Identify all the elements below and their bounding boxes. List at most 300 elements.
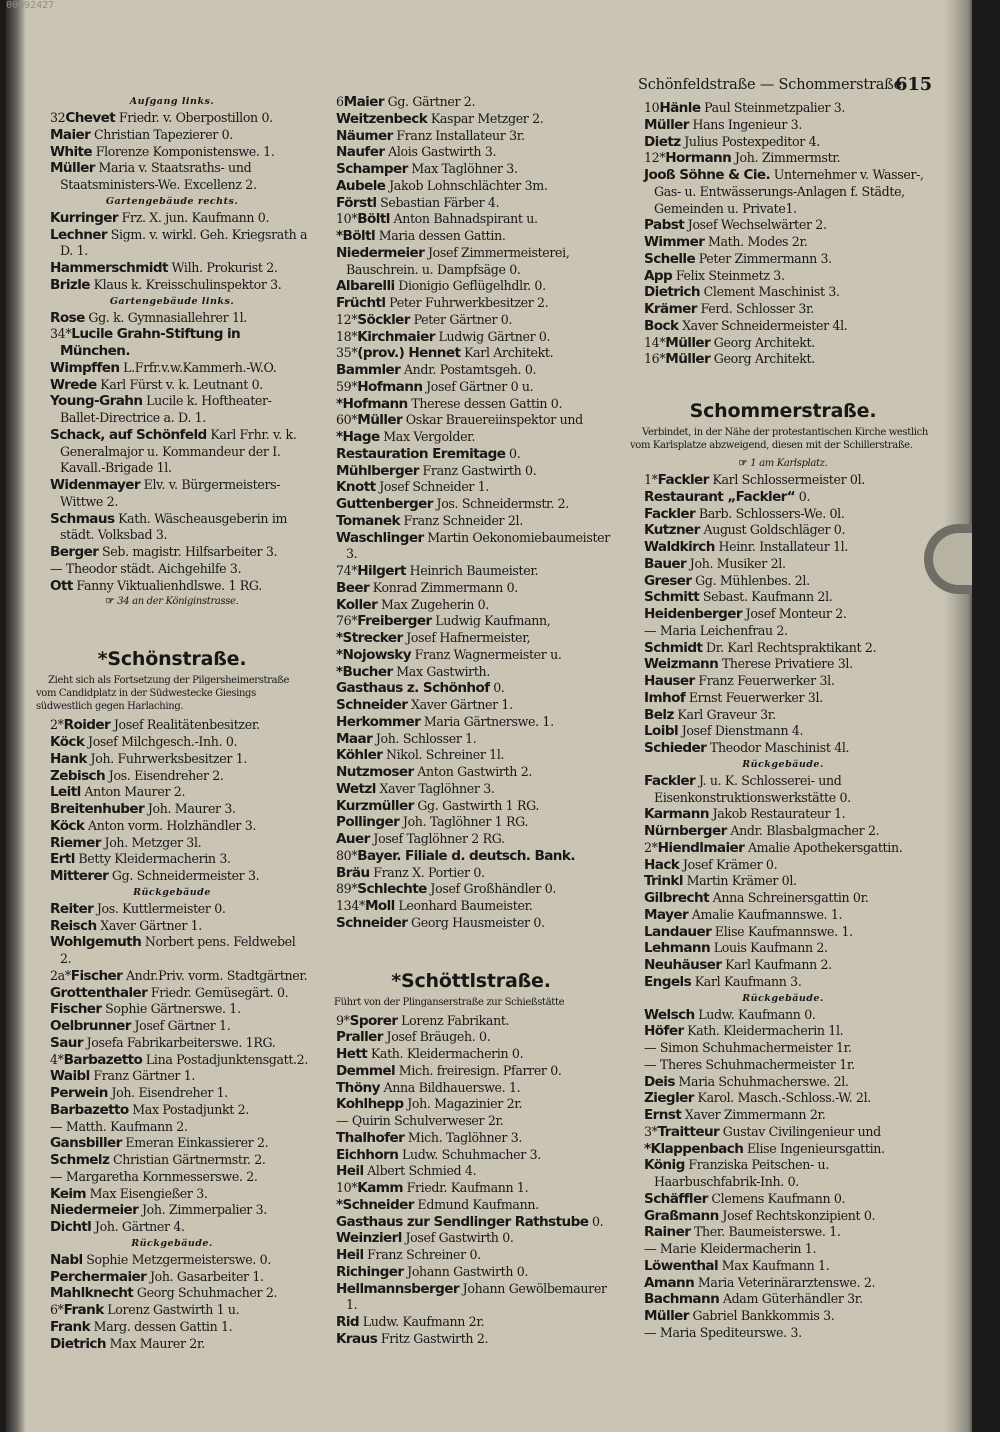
resident-name: Chevet	[65, 110, 116, 126]
directory-entry	[36, 1085, 308, 1102]
resident-details: — Maria Leichenfrau 2.	[644, 622, 788, 638]
house-number: 10*	[336, 1180, 358, 1195]
resident-name: *Schneider	[336, 1196, 414, 1213]
directory-entry	[630, 690, 936, 707]
house-number: 35*	[336, 345, 358, 361]
resident-name: Koller	[336, 596, 378, 613]
resident-name: Maier	[50, 126, 91, 143]
resident-details: Friedr. Kaufmann 1.	[406, 1180, 529, 1195]
resident-details: 0.	[509, 445, 521, 461]
directory-entry	[36, 1152, 308, 1169]
resident-name: Fischer	[50, 1001, 102, 1018]
resident-details: Kath. Kleidermacherin 1l.	[687, 1023, 844, 1039]
resident-details: — Theodor städt. Aichgehilfe 3.	[50, 560, 242, 576]
resident-details: Max Maurer 2r.	[109, 1335, 205, 1351]
directory-entry	[36, 110, 308, 127]
directory-entry	[630, 251, 936, 268]
resident-name: Müller	[665, 351, 711, 368]
resident-details: Josefa Fabrikarbeiterswe. 1RG.	[86, 1034, 276, 1050]
resident-name: Gasthaus z. Schönhof	[336, 680, 490, 697]
directory-entry	[322, 747, 620, 764]
resident-name: Loibl	[644, 723, 679, 740]
directory-entry	[322, 1113, 620, 1130]
resident-name: Bammler	[336, 362, 401, 378]
resident-details: Konrad Zimmermann 0.	[372, 579, 518, 595]
directory-entry	[630, 167, 936, 217]
resident-name: Ernst	[644, 1107, 682, 1123]
directory-entry	[36, 544, 308, 561]
resident-name: Amann	[644, 1274, 695, 1291]
directory-entry	[630, 623, 936, 640]
resident-name: Kamm	[357, 1180, 403, 1196]
resident-details: Franziska Peitschen- u. Haarbuschfabrik-Inh. 0.	[654, 1157, 829, 1189]
resident-details: Norbert pens. Feldwebel 2.	[60, 934, 296, 966]
directory-entry	[36, 1285, 308, 1302]
resident-details: Josef Rechtskonzipient 0.	[722, 1207, 876, 1223]
directory-entry	[630, 472, 936, 489]
resident-name: Fackler	[644, 772, 696, 789]
resident-details: L.Frfr.v.w.Kammerh.-W.O.	[123, 359, 277, 375]
resident-name: Schmaus	[50, 510, 115, 527]
resident-details: Clement Maschinist 3.	[703, 284, 840, 300]
page-edge	[944, 0, 972, 1432]
resident-name: Schlechte	[357, 881, 427, 898]
resident-details: Jos. Eisendreher 2.	[108, 767, 224, 783]
directory-entry	[630, 1023, 936, 1040]
resident-name: Gilbrecht	[644, 890, 709, 906]
resident-details: Xaver Gärtner 1.	[411, 697, 513, 712]
house-number: 4*	[50, 1051, 64, 1067]
directory-entry	[36, 1068, 308, 1085]
directory-entry	[322, 530, 620, 564]
resident-name: Fackler	[657, 472, 709, 488]
directory-entry	[630, 873, 936, 890]
directory-entry	[36, 561, 308, 578]
resident-name: Dichtl	[50, 1219, 92, 1235]
directory-entry	[36, 310, 308, 327]
page-number: 615	[895, 74, 932, 95]
resident-name: Pabst	[644, 217, 685, 234]
directory-entry	[630, 335, 936, 352]
resident-name: Weizmann	[644, 656, 719, 673]
section-subheading: Aufgang links.	[129, 96, 215, 107]
resident-name: *Bucher	[336, 663, 393, 680]
directory-entry	[322, 396, 620, 413]
directory-entry	[36, 1119, 308, 1136]
directory-entry	[630, 301, 936, 318]
resident-details: Betty Kleidermacherin 3.	[78, 851, 231, 867]
directory-entry	[630, 284, 936, 301]
resident-details: Florenze Komponistenswe. 1.	[95, 143, 275, 159]
spacer	[36, 610, 308, 636]
resident-name: Lehmann	[644, 940, 711, 957]
directory-entry	[322, 764, 620, 781]
directory-entry	[36, 1035, 308, 1052]
directory-entry	[36, 1252, 308, 1269]
house-number: 12*	[336, 311, 358, 327]
directory-entry	[630, 840, 936, 857]
resident-details: Maria Veterinärarztenswe. 2.	[697, 1274, 876, 1290]
resident-name: Fischer	[70, 967, 123, 984]
resident-name: Schamper	[336, 161, 408, 177]
resident-details: Jos. Kuttlermeister 0.	[96, 900, 226, 916]
resident-name: Sporer	[349, 1012, 398, 1029]
resident-details: Mich. freiresign. Pfarrer 0.	[398, 1062, 562, 1078]
resident-details: Maria v. Staatsraths- und Staatsministers-We. Excellenz 2.	[60, 160, 257, 192]
resident-details: Therese dessen Gattin 0.	[411, 395, 563, 411]
resident-details: Hans Ingenieur 3.	[692, 116, 802, 132]
resident-name: Kohlhepp	[336, 1096, 404, 1113]
resident-details: Karl Graveur 3r.	[677, 706, 776, 722]
directory-entry	[630, 606, 936, 623]
resident-details: Andr. Blasbalgmacher 2.	[730, 823, 880, 838]
directory-entry	[322, 781, 620, 798]
column-2	[322, 94, 620, 1348]
directory-entry	[630, 723, 936, 740]
resident-details: Gabriel Bankkommis 3.	[692, 1308, 835, 1323]
resident-details: Josef Wechselwärter 2.	[687, 217, 827, 233]
directory-entry	[322, 144, 620, 161]
resident-details: Franz Schneider 2l.	[403, 512, 523, 528]
directory-entry	[36, 127, 308, 144]
resident-name: Eichhorn	[336, 1146, 399, 1163]
directory-entry	[322, 831, 620, 848]
directory-entry	[322, 1331, 620, 1348]
section-subheading: Rückgebäude.	[131, 1237, 213, 1249]
house-number: 76*	[336, 613, 358, 629]
resident-name: Waschlinger	[336, 529, 424, 546]
directory-entry	[36, 968, 308, 985]
resident-details: Sophie Gärtnerswe. 1.	[105, 1001, 241, 1017]
directory-entry	[36, 1186, 308, 1203]
directory-entry	[630, 707, 936, 724]
directory-entry	[630, 134, 936, 151]
resident-name: Müller	[665, 334, 711, 351]
directory-entry	[322, 697, 620, 714]
directory-entry	[322, 463, 620, 480]
resident-name: Wimmer	[644, 234, 705, 250]
resident-name: Heil	[336, 1247, 364, 1263]
resident-name: Barbazetto	[63, 1051, 143, 1068]
resident-name: Schieder	[644, 740, 707, 756]
resident-name: Mühlberger	[336, 462, 419, 479]
resident-details: Jakob Restaurateur 1.	[712, 806, 846, 822]
directory-entry	[322, 178, 620, 195]
resident-name: Köck	[50, 817, 85, 834]
resident-details: Karl Kaufmann 3.	[694, 973, 802, 989]
resident-details: — Margaretha Kornmesserswe. 2.	[50, 1168, 258, 1184]
directory-entry	[36, 144, 308, 161]
resident-name: Hänle	[659, 100, 701, 116]
house-number: 6*	[50, 1302, 64, 1317]
resident-name: Hank	[50, 750, 87, 767]
resident-name: Neuhäuser	[644, 957, 722, 973]
resident-name: *Nojowsky	[336, 646, 411, 663]
resident-name: Kraus	[336, 1330, 378, 1347]
directory-entry	[322, 680, 620, 697]
directory-entry	[36, 227, 308, 261]
resident-name: Fackler	[644, 505, 696, 522]
street-description: Zieht sich als Fortsetzung der Pilgersheimerstraße vom Candidplatz in der Südwestecke Giesings südwestlich gegen Harlaching.	[36, 675, 290, 713]
resident-name: Pollinger	[336, 814, 400, 831]
resident-name: Waldkirch	[644, 539, 715, 555]
resident-name: Traitteur	[657, 1123, 720, 1140]
resident-details: 0.	[493, 680, 505, 696]
directory-entry	[630, 1074, 936, 1091]
resident-name: König	[644, 1157, 685, 1174]
directory-entry	[36, 1102, 308, 1119]
resident-name: Hammerschmidt	[50, 260, 168, 276]
resident-name: Hilgert	[357, 563, 406, 579]
directory-entry	[630, 1241, 936, 1258]
resident-name: Guttenberger	[336, 496, 433, 512]
directory-entry	[36, 835, 308, 852]
resident-name: Ott	[50, 577, 73, 594]
resident-details: Franz Gärtner 1.	[93, 1068, 196, 1084]
resident-details: Joh. Metzger 3l.	[104, 834, 202, 850]
resident-name: Belz	[644, 706, 674, 723]
resident-details: Oskar Brauereiinspektor und	[405, 412, 583, 428]
directory-entry	[322, 580, 620, 597]
resident-name: Deis	[644, 1073, 675, 1090]
resident-details: Martin Oekonomiebaumeister 3.	[346, 529, 610, 562]
directory-entry	[322, 479, 620, 496]
resident-name: Schäffler	[644, 1190, 708, 1207]
directory-entry	[36, 326, 308, 360]
directory-entry	[630, 957, 936, 974]
resident-name: Auer	[336, 831, 370, 847]
directory-entry	[322, 1096, 620, 1113]
resident-details: Frz. X. jun. Kaufmann 0.	[121, 209, 270, 225]
directory-entry	[630, 1208, 936, 1225]
resident-name: Schneider	[336, 697, 408, 713]
directory-entry	[630, 589, 936, 606]
resident-name: Karmann	[644, 806, 709, 823]
resident-details: Josef Großhändler 0.	[430, 881, 557, 897]
directory-entry	[36, 868, 308, 885]
resident-details: Max Gastwirth.	[396, 663, 490, 679]
resident-details: Maria dessen Gattin.	[378, 228, 506, 243]
directory-entry	[630, 1124, 936, 1141]
resident-details: — Theres Schuhmachermeister 1r.	[644, 1056, 855, 1072]
resident-details: Fanny Viktualienhdlswe. 1 RG.	[76, 577, 262, 593]
column-3	[630, 100, 936, 1342]
directory-entry	[36, 210, 308, 227]
directory-entry	[322, 362, 620, 379]
resident-details: Josef Monteur 2.	[745, 606, 847, 621]
resident-name: Niedermeier	[336, 244, 425, 261]
directory-entry	[322, 1080, 620, 1097]
directory-entry	[322, 429, 620, 446]
resident-name: Mayer	[644, 906, 689, 923]
directory-entry	[322, 1130, 620, 1147]
resident-name: White	[50, 143, 93, 160]
section-subheading: Gartengebäude rechts.	[105, 195, 239, 207]
resident-details: Anton Maurer 2.	[84, 784, 186, 800]
directory-entry	[322, 630, 620, 647]
directory-entry	[322, 412, 620, 429]
resident-details: Georg Architekt.	[713, 351, 815, 367]
resident-name: Schack, auf Schönfeld	[50, 426, 207, 443]
resident-name: Müller	[357, 412, 403, 429]
pointing-hand-icon: ☞	[738, 458, 751, 469]
directory-entry	[630, 150, 936, 167]
directory-entry	[630, 823, 936, 840]
directory-entry	[630, 806, 936, 823]
resident-name: Höfer	[644, 1023, 684, 1040]
directory-entry	[36, 1336, 308, 1353]
resident-details: Lorenz Gastwirth 1 u.	[107, 1302, 240, 1317]
directory-entry	[36, 784, 308, 801]
directory-entry	[322, 295, 620, 312]
directory-entry	[630, 100, 936, 117]
house-number: 10	[644, 100, 660, 115]
street-description: Führt von der Plinganserstraße zur Schießstätte	[334, 996, 565, 1008]
resident-details: Josef Krämer 0.	[682, 856, 778, 872]
resident-name: Berger	[50, 544, 99, 560]
resident-name: Praller	[336, 1029, 383, 1046]
directory-entry	[630, 1040, 936, 1057]
directory-entry	[322, 211, 620, 228]
resident-details: Joh. Musiker 2l.	[689, 555, 786, 571]
resident-details: Josef Bräugeh. 0.	[386, 1029, 491, 1045]
resident-details: Josef Schneider 1.	[379, 479, 490, 495]
directory-entry	[322, 1214, 620, 1231]
directory-entry	[630, 1224, 936, 1241]
resident-name: Freiberger	[357, 613, 432, 630]
resident-details: Karl Fürst v. k. Leutnant 0.	[100, 376, 263, 392]
house-number: 3*	[644, 1123, 658, 1139]
directory-entry	[630, 924, 936, 941]
resident-details: Amalie Apothekersgattin.	[747, 839, 903, 855]
resident-name: Weitzenbeck	[336, 110, 428, 127]
directory-entry	[36, 1219, 308, 1236]
resident-name: Dietz	[644, 133, 681, 150]
resident-name: Ziegler	[644, 1090, 694, 1107]
house-number: 2*	[50, 717, 64, 733]
house-number: 32	[50, 110, 66, 125]
resident-name: Graßmann	[644, 1207, 719, 1224]
directory-entry	[322, 513, 620, 530]
directory-entry	[36, 901, 308, 918]
directory-entry	[36, 1135, 308, 1152]
directory-entry	[322, 228, 620, 245]
resident-details: Xaver Zimmermann 2r.	[684, 1107, 826, 1122]
resident-name: Perwein	[50, 1085, 108, 1101]
resident-details: Max Kaufmann 1.	[721, 1257, 830, 1273]
directory-entry	[36, 1169, 308, 1186]
house-number: 12*	[644, 150, 666, 166]
resident-details: Georg Schuhmacher 2.	[136, 1285, 278, 1301]
resident-details: August Goldschläger 0.	[703, 522, 846, 538]
house-number: 2*	[644, 839, 658, 855]
resident-name: Aubele	[336, 177, 386, 194]
directory-entry	[630, 1191, 936, 1208]
resident-name: Schelle	[644, 250, 696, 267]
resident-name: Schmidt	[644, 639, 703, 656]
cross-reference	[36, 594, 308, 610]
directory-entry	[322, 496, 620, 513]
directory-entry	[322, 898, 620, 915]
directory-entry	[322, 345, 620, 362]
resident-name: Niedermeier	[50, 1202, 139, 1219]
resident-details: Joh. Fuhrwerksbesitzer 1.	[90, 750, 248, 766]
directory-entry	[322, 245, 620, 279]
directory-entry	[322, 563, 620, 580]
directory-entry	[322, 881, 620, 898]
resident-details: Josef Zimmermeisterei, Bauschrein. u. Dampfsäge 0.	[346, 244, 570, 277]
resident-details: Heinr. Installateur 1l.	[718, 539, 849, 554]
spacer	[322, 932, 620, 958]
resident-details: Friedr. Gemüsegärt. 0.	[150, 984, 289, 1000]
resident-details: Joh. Eisendreher 1.	[111, 1085, 228, 1100]
resident-details: Ludwig Gärtner 0.	[438, 328, 551, 344]
resident-name: Früchtl	[336, 295, 386, 311]
resident-name: Müller	[644, 1308, 689, 1324]
resident-name: Wimpffen	[50, 359, 120, 376]
resident-name: Waibl	[50, 1068, 90, 1085]
directory-entry	[322, 814, 620, 831]
resident-name: Böltl	[357, 211, 390, 228]
resident-details: Georg Architekt.	[713, 334, 815, 350]
resident-name: Mahlknecht	[50, 1285, 134, 1302]
directory-entry	[322, 798, 620, 815]
directory-entry	[322, 1197, 620, 1214]
resident-name: Leitl	[50, 784, 81, 801]
resident-name: Thöny	[336, 1079, 380, 1096]
directory-entry	[322, 865, 620, 882]
directory-entry	[630, 1325, 936, 1342]
directory-entry	[36, 427, 308, 477]
resident-name: *Böltl	[336, 228, 376, 244]
resident-name: Mitterer	[50, 868, 109, 884]
resident-details: Josef Milchgesch.-Inh. 0.	[88, 734, 238, 749]
resident-details: Alois Gastwirth 3.	[388, 144, 497, 160]
resident-name: Bauer	[644, 555, 687, 572]
resident-details: Jakob Lohnschlächter 3m.	[389, 177, 548, 193]
resident-details: Franz Schreiner 0.	[367, 1247, 481, 1262]
resident-details: Anton Gastwirth 2.	[417, 764, 533, 779]
resident-details: Josef Gastwirth 0.	[405, 1230, 514, 1246]
directory-entry	[322, 1314, 620, 1331]
directory-entry	[36, 1202, 308, 1219]
directory-entry	[322, 1230, 620, 1247]
resident-name: Greser	[644, 572, 692, 589]
resident-details: — Matth. Kaufmann 2.	[50, 1118, 188, 1134]
directory-entry	[36, 160, 308, 194]
resident-details: Max Eisengießer 3.	[89, 1185, 208, 1201]
directory-entry	[322, 731, 620, 748]
directory-entry	[630, 522, 936, 539]
resident-name: Imhof	[644, 689, 686, 706]
resident-details: Elise Kaufmannswe. 1.	[714, 923, 853, 939]
directory-entry	[630, 539, 936, 556]
resident-name: Bock	[644, 317, 679, 334]
resident-details: Maria Gärtnerswe. 1.	[423, 713, 554, 729]
street-description: Verbindet, in der Nähe der protestantischen Kirche westlich vom Karlsplatze abzweigend, diesen mit der Schillerstraße.	[630, 427, 928, 451]
resident-details: — Quirin Schulverweser 2r.	[336, 1113, 504, 1128]
resident-details: Edmund Kaufmann.	[417, 1196, 539, 1212]
street-heading: Schommerstraße.	[689, 400, 877, 422]
resident-name: Reisch	[50, 917, 97, 934]
resident-name: Kurzmüller	[336, 797, 414, 814]
resident-details: Clemens Kaufmann 0.	[711, 1190, 846, 1206]
directory-entry	[630, 318, 936, 335]
directory-entry	[322, 613, 620, 630]
directory-entry	[36, 985, 308, 1002]
resident-details: Andr. Postamtsgeh. 0.	[403, 362, 537, 377]
resident-details: Ferd. Schlosser 3r.	[700, 301, 814, 316]
